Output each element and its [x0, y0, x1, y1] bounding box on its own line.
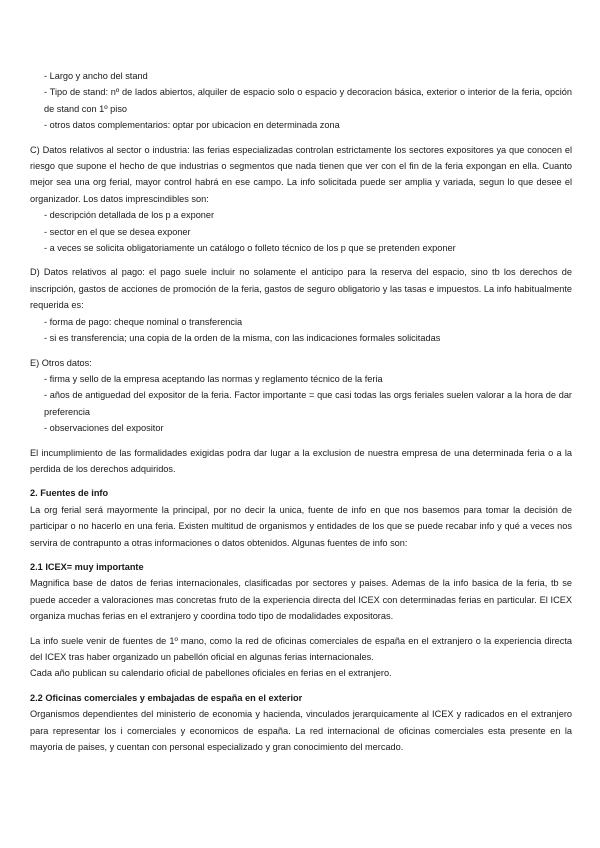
- list-item: - si es transferencia; una copia de la orden de la misma, con las indicaciones formales solicitadas: [44, 333, 441, 344]
- stand-details-list: [30, 68, 572, 134]
- list-item: - a veces se solicita obligatoriamente un catálogo o folleto técnico de los p que se pretenden exponer: [44, 243, 456, 254]
- closing-paragraph: El incumplimiento de las formalidades exigidas podra dar lugar a la exclusion de nuestra empresa de una determinada feria o a la perdida de los derechos adquiridos.: [30, 447, 572, 474]
- section-2-1-paragraph: Cada año publican su calendario oficial de pabellones oficiales en ferias en el extranjero.: [30, 668, 392, 679]
- list-item: - descripción detallada de los p a exponer: [44, 210, 215, 221]
- section-2-2-heading: 2.2 Oficinas comerciales y embajadas de españa en el exterior: [30, 692, 303, 703]
- section-2-paragraph: La org ferial será mayormente la principal, por no decir la unica, fuente de info en que nos basemos para tomar la decisión de participar o no hacerlo en una feria. Existen multitud de organismos y entidades de los que se puede recabar info y qué a veces nos servira de contrapunto a otras informaciones o datos obtenidos. Algunas fuentes de info son:: [30, 504, 572, 548]
- section-d-paragraph: D) Datos relativos al pago: el pago suele incluir no solamente el anticipo para la reserva del espacio, sino tb los derechos de inscripción, gastos de acciones de promoción de la feria, gastos de seguro obligatorio y las tasas e impuestos. La info habitualmente requerida es:: [30, 267, 572, 311]
- section-2-1-paragraph: La info suele venir de fuentes de 1º mano, como la red de oficinas comerciales de españa en el extranjero o la experiencia directa del ICEX tras haber organizado un pabellón oficial en algunas ferias internacionales.: [30, 635, 572, 662]
- document-page: [30, 68, 572, 755]
- section-2-2-paragraph: Organismos dependientes del ministerio de economia y hacienda, vinculados jerarquicamente al ICEX y radicados en el extranjero para representar los i comerciales y economicos de españa. La red internacional de oficinas comerciales esta presente en la mayoria de paises, y cuentan con personal especializado y gran conocimiento del mercado.: [30, 709, 572, 753]
- list-item: - forma de pago: cheque nominal o transferencia: [44, 316, 243, 327]
- list-item: - observaciones del expositor: [44, 423, 164, 434]
- section-c-list: [30, 207, 572, 256]
- section-2-heading: 2. Fuentes de info: [30, 488, 109, 499]
- list-item: - sector en el que se desea exponer: [44, 226, 191, 237]
- section-d-list: [30, 314, 572, 347]
- section-e-list: [30, 371, 572, 437]
- list-item: - Largo y ancho del stand: [44, 71, 148, 81]
- section-2-1-paragraph: Magnifica base de datos de ferias internacionales, clasificadas por sectores y paises. Ademas de la info basica de la feria, tb se puede acceder a valoraciones mas concretas fruto de la experiencia directa del ICEX con determinadas ferias en particular. El ICEX organiza muchas ferias en el extranjero y coordina todo tipo de modalidades expositoras.: [30, 578, 572, 622]
- list-item: - años de antiguedad del expositor de la feria. Factor importante = que casi todas las orgs feriales suelen valorar a la hora de dar preferencia: [44, 390, 572, 417]
- list-item: - firma y sello de la empresa aceptando las normas y reglamento técnico de la feria: [44, 373, 383, 384]
- list-item: - Tipo de stand: nº de lados abiertos, alquiler de espacio solo o espacio y decoracion básica, exterior o interior de la feria, opción de stand con 1º piso: [44, 87, 572, 114]
- section-e-heading: E) Otros datos:: [30, 357, 92, 368]
- section-2-1-heading: 2.1 ICEX= muy importante: [30, 561, 144, 572]
- list-item: - otros datos complementarios: optar por ubicacion en determinada zona: [44, 120, 340, 131]
- section-c-paragraph: C) Datos relativos al sector o industria: las ferias especializadas controlan estrictamente los sectores expositores ya que conocen el riesgo que supone el hecho de que industrias o segmentos que nada tienen que ver con el fin de la feria expongan en ella. Cuanto mejor sea una org ferial, mayor control habrá en ese campo. La info solicitada puede ser amplia y variada, segun lo que desee el organizador. Los datos imprescindibles son:: [30, 144, 572, 204]
